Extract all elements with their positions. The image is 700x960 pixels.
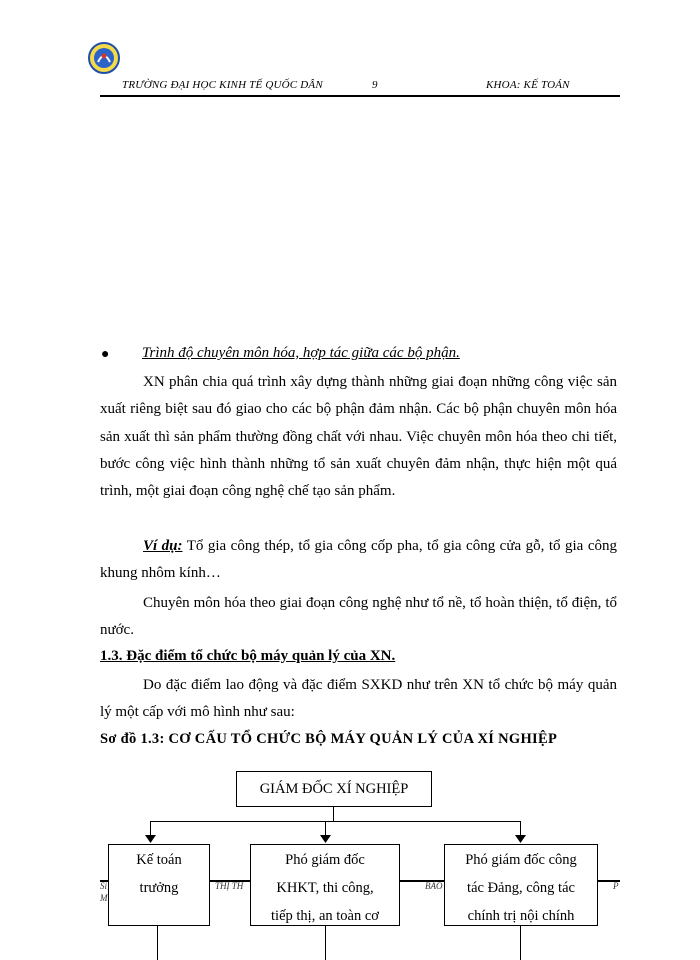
arrow-down-icon <box>145 835 156 843</box>
paragraph-specialization <box>100 369 617 505</box>
header-faculty: KHOA: KẾ TOÁN <box>486 79 570 91</box>
footer-fragment: THỊ TH <box>215 881 244 891</box>
connector-line <box>520 926 521 960</box>
header-divider <box>100 95 620 97</box>
bullet-icon: ● <box>101 347 110 362</box>
paragraph-text: Chuyên môn hóa theo giai đoạn công nghệ như tổ nề, tổ hoàn thiện, tổ điện, tổ nước. <box>100 595 617 639</box>
org-node-deputy-party <box>444 844 598 926</box>
header-university: TRƯỜNG ĐẠI HỌC KINH TẾ QUỐC DÂN <box>122 79 323 91</box>
diagram-title: Sơ đồ 1.3: CƠ CẤU TỔ CHỨC BỘ MÁY QUẢN LÝ CỦA XÍ NGHIỆP <box>100 731 558 747</box>
connector-line <box>333 807 334 821</box>
example-label: Ví dụ: <box>143 538 183 554</box>
paragraph-text: Do đặc điểm lao động và đặc điểm SXKD như trên XN tổ chức bộ máy quản lý một cấp với mô hình như sau: <box>100 677 617 721</box>
org-node-deputy-technical <box>250 844 400 926</box>
paragraph-example <box>100 533 617 588</box>
paragraph-text: XN phân chia quá trình xây dựng thành những giai đoạn những công việc sản xuất riêng biệt sau đó giao cho các bộ phận đảm nhận. Các bộ phận chuyên môn hóa sản xuất thì sản phẩm thường đồng chất với nhau. Việc chuyên môn hóa theo chi tiết, bước công việc hình thành những tổ sản xuất chuyên đảm nhận, thực hiện một quá trình, một giai đoạn công nghệ chế tạo sản phẩm. <box>100 374 617 500</box>
header-page-number: 9 <box>372 79 378 91</box>
footer-fragment: BÁO <box>425 881 443 891</box>
arrow-down-icon <box>515 835 526 843</box>
connector-line <box>150 821 521 822</box>
org-node-label: chính trị nội chính <box>467 908 575 924</box>
arrow-down-icon <box>320 835 331 843</box>
bullet-heading: Trình độ chuyên môn hóa, hợp tác giữa các bộ phận. <box>142 345 460 361</box>
org-node-chief-accountant <box>108 844 210 926</box>
example-text: Tổ gia công thép, tổ gia công cốp pha, tổ gia công cửa gỗ, tổ gia công khung nhôm kính… <box>100 538 617 582</box>
footer-fragment: M <box>100 893 108 903</box>
org-node-label: trưởng <box>139 880 179 896</box>
org-node-label: Phó giám đốc <box>285 852 365 868</box>
university-logo-icon <box>88 42 120 74</box>
footer-fragment: Si <box>100 881 108 891</box>
org-node-label: GIÁM ĐỐC XÍ NGHIỆP <box>259 781 409 797</box>
connector-line <box>325 926 326 960</box>
org-node-label: Phó giám đốc công <box>465 852 577 868</box>
org-node-label: KHKT, thi công, <box>276 880 374 896</box>
org-node-label: tác Đảng, công tác <box>467 880 575 896</box>
connector-line <box>157 926 158 960</box>
section-heading: 1.3. Đặc điểm tổ chức bộ máy quản lý của XN. <box>100 648 396 664</box>
paragraph-stage-specialization <box>100 590 617 645</box>
org-node-label: Kế toán <box>136 852 182 868</box>
paragraph-section-intro <box>100 672 617 727</box>
org-node-label: tiếp thị, an toàn cơ <box>271 908 379 924</box>
footer-fragment: P <box>613 881 619 891</box>
org-node-director <box>236 771 432 807</box>
